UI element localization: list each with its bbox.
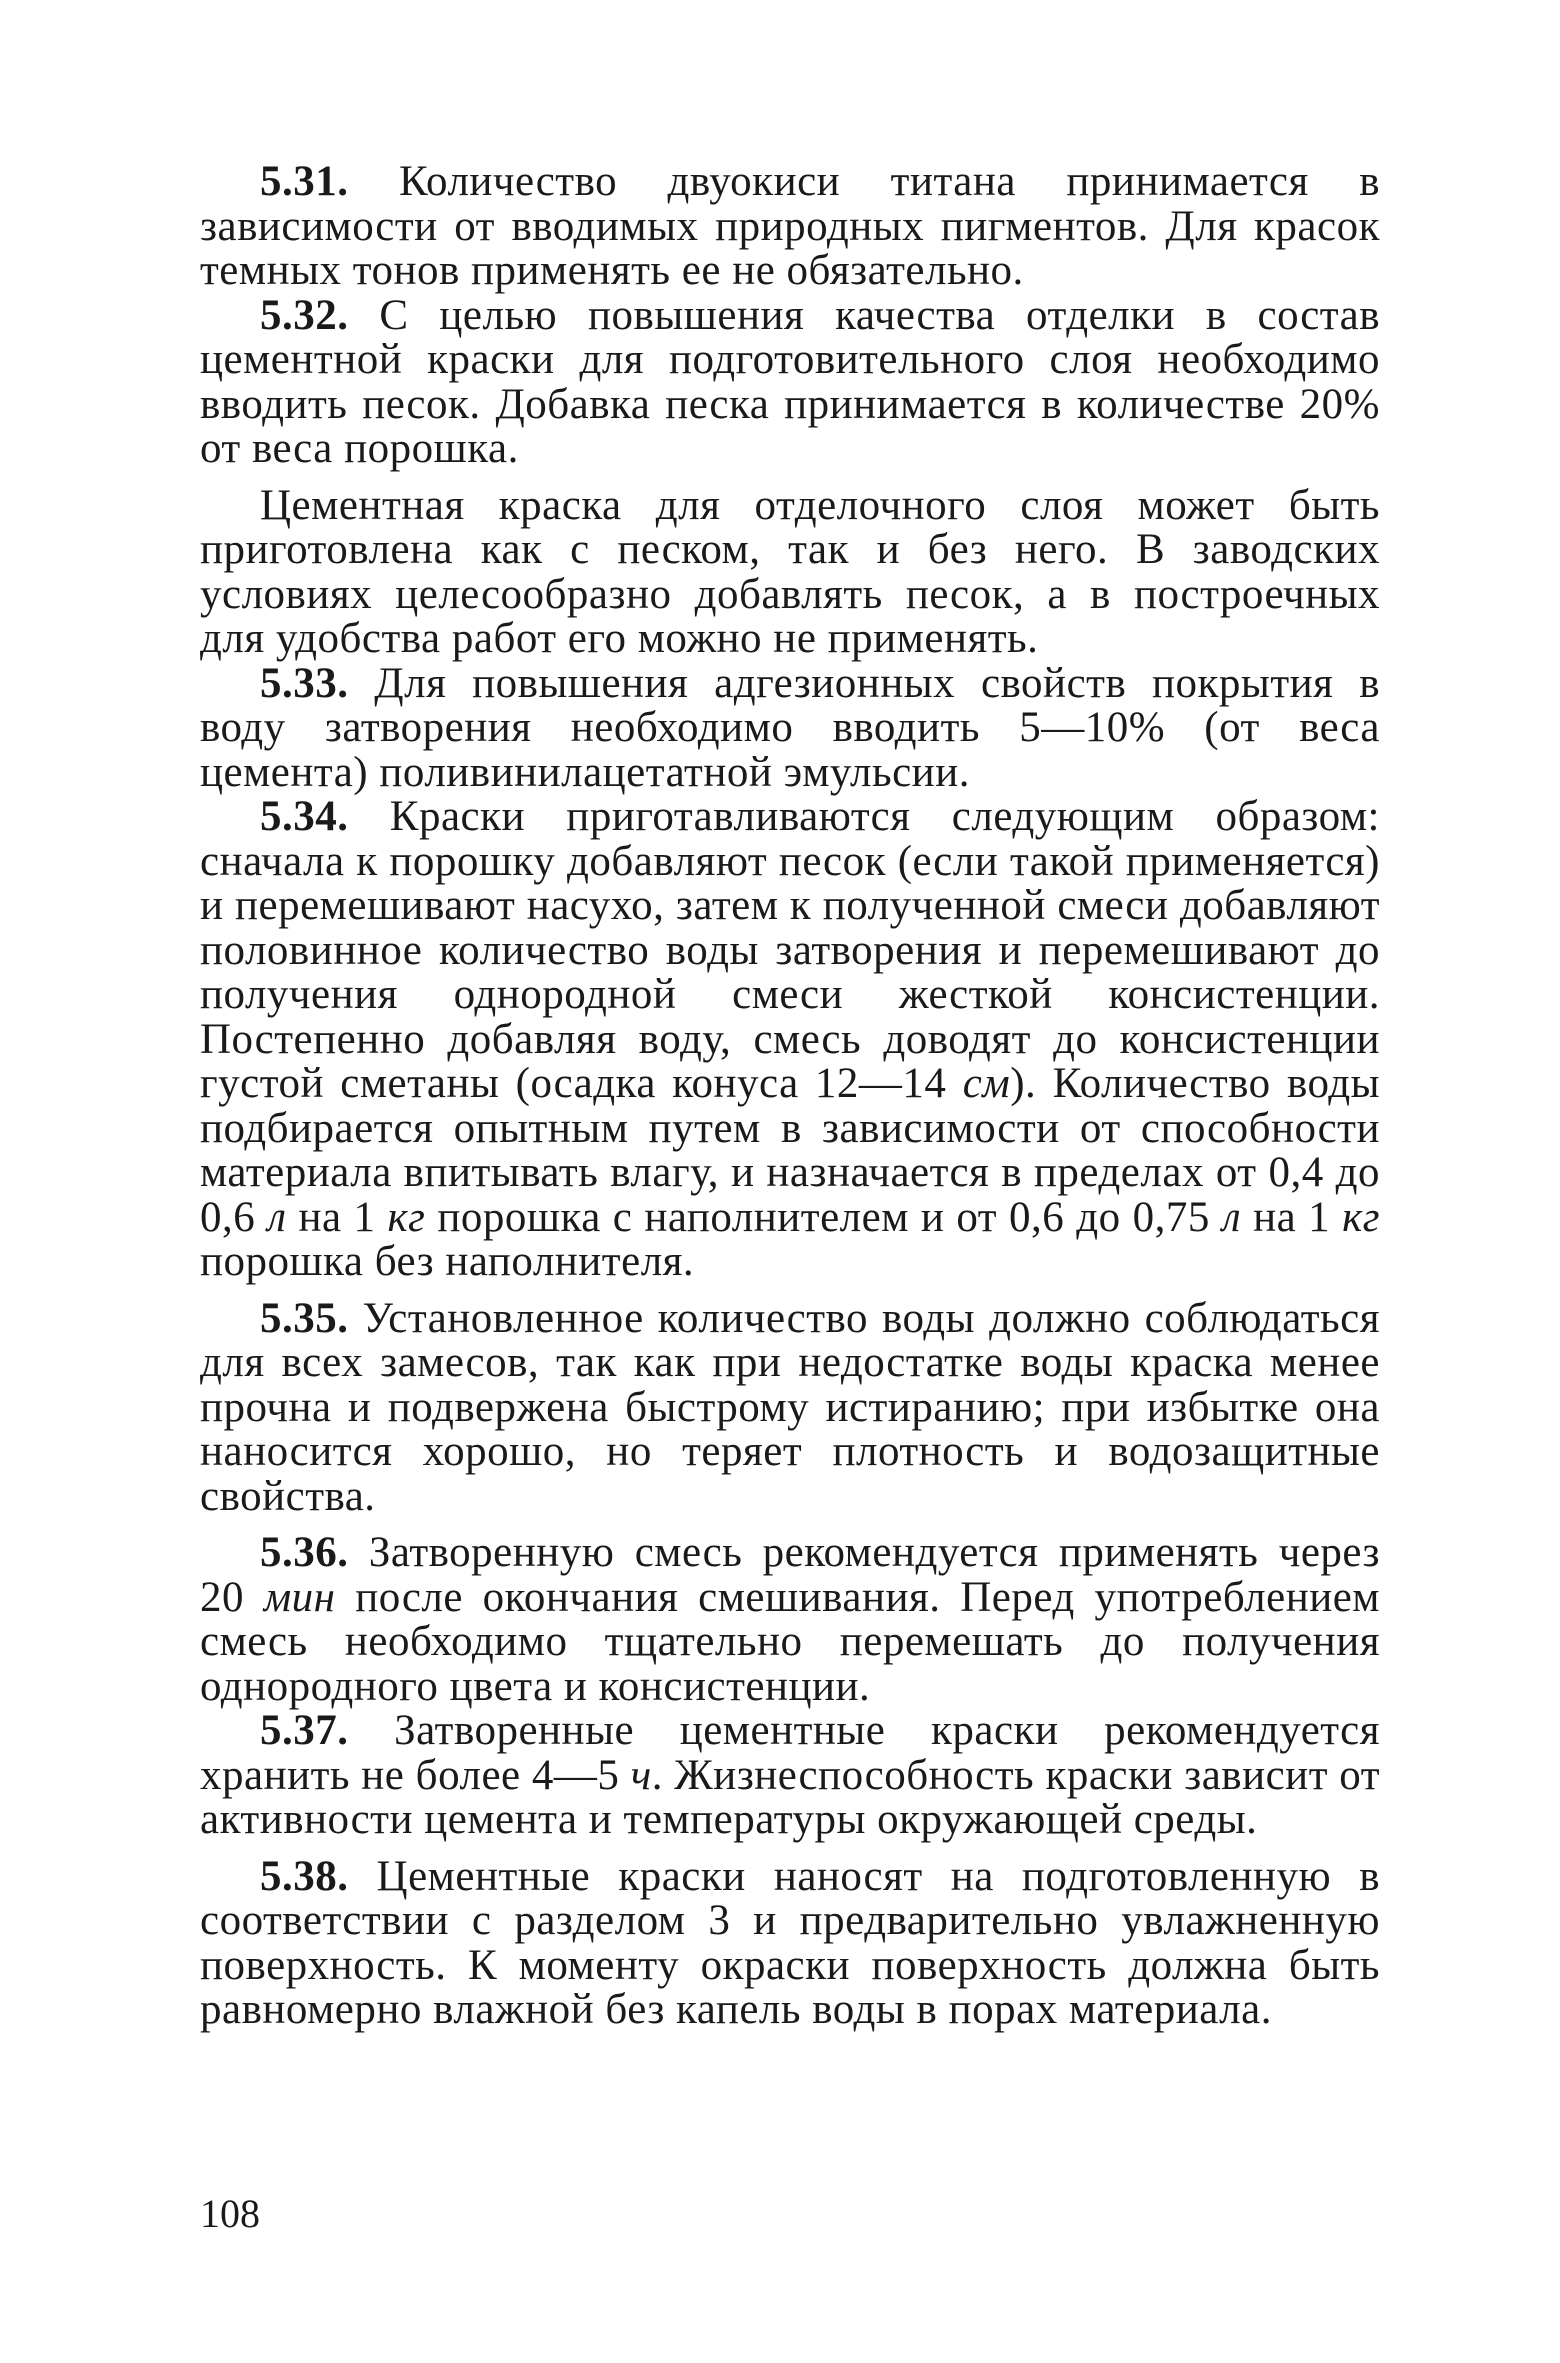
paragraph-text: С целью повышения качества отделки в состав цементной краски для подготовительного слоя необходимо вводить песок. Добавка песка принимается в количестве 20% от веса порошка. (200, 291, 1380, 472)
section-number: 5.32. (260, 291, 349, 339)
section-number: 5.36. (260, 1529, 349, 1576)
paragraph-text: на 1 (1241, 1193, 1343, 1241)
paragraph-text: Установленное количество воды должно соблюдаться для всех замесов, так как при недостатке воды краска менее прочна и подвержена быстрому истиранию; при избытке она наносится хорошо, но теряет плотность и водозащитные свойства. (200, 1294, 1380, 1520)
section-number: 5.34. (260, 793, 349, 840)
page-number: 108 (200, 2191, 260, 2236)
unit-text: л (267, 1193, 287, 1241)
unit-text: ч (630, 1751, 652, 1799)
section-number: 5.38. (260, 1852, 349, 1900)
unit-text: л (1221, 1193, 1242, 1241)
paragraph-text: Для повышения адгезионных свойств покрытия в воду затворения необходимо вводить 5—10% (от веса цемента) поливинилацетатной эмульсии. (200, 659, 1380, 796)
section-number: 5.37. (260, 1707, 349, 1754)
paragraph-text: на 1 (286, 1193, 388, 1241)
paragraph-5.33 (200, 659, 1380, 796)
document-body (200, 160, 1380, 2033)
paragraph-text: Затворенные цементные краски рекомендуется хранить не более 4—5 (200, 1707, 1380, 1799)
unit-text: см (962, 1060, 1011, 1107)
paragraph-text: ). Количество воды подбирается опытным путем в зависимости от способности материала впитывать влагу, и назначается в пределах от 0,4 до 0,6 (200, 1060, 1380, 1241)
unit-text: кг (1342, 1193, 1380, 1241)
unit-text: мин (263, 1573, 336, 1621)
paragraph-text: Цементные краски наносят на подготовленную в соответствии с разделом 3 и предварительно увлажненную поверхность. К моменту окраски поверхность должна быть равномерно влажной без капель воды в порах материала. (200, 1852, 1380, 2033)
section-number: 5.31. (260, 158, 349, 205)
paragraph-text: Цементная краска для отделочного слоя может быть приготовлена как с песком, так и без него. В заводских условиях целесообразно добавлять песок, а в построечных для удобства работ его можно не применять. (200, 481, 1380, 662)
paragraph-5.35 (200, 1294, 1380, 1520)
paragraph-5.34 (200, 795, 1380, 1285)
paragraph-5.31 (200, 160, 1380, 294)
paragraph-text: Количество двуокиси титана принимается в зависимости от вводимых природных пигментов. Для красок темных тонов применять ее не обязательно. (200, 158, 1380, 294)
paragraph-5.38 (200, 1852, 1380, 2033)
paragraph-text: порошка с наполнителем и от 0,6 до 0,75 (425, 1193, 1222, 1241)
paragraph-text: . Жизнеспособность краски зависит от активности цемента и температуры окружающей среды. (200, 1751, 1380, 1843)
paragraph-text: Затворенную смесь рекомендуется применять через 20 (200, 1529, 1380, 1621)
section-number: 5.33. (260, 659, 349, 707)
paragraph-text: порошка без наполнителя. (200, 1238, 695, 1285)
paragraph-text: после окончания смешивания. Перед употреблением смесь необходимо тщательно перемешать до получения однородного цвета и консистенции. (200, 1573, 1381, 1710)
paragraph-5.32 (200, 291, 1380, 472)
unit-text: кг (387, 1193, 426, 1241)
section-number: 5.35. (260, 1294, 349, 1342)
paragraph-text: Краски приготавливаются следующим образом: сначала к порошку добавляют песок (если такой применяется) и перемешивают насухо, затем к полученной смеси добавляют половинное количество воды затворения и перемешивают до получения однородной смеси жесткой консистенции. Постепенно добавляя воду, смесь доводят до консистенции густой сметаны (осадка конуса 12—14 (200, 793, 1380, 1107)
paragraph-5.37 (200, 1709, 1380, 1843)
paragraph-5.36 (200, 1531, 1380, 1709)
paragraph-5.32-cont (200, 481, 1380, 662)
